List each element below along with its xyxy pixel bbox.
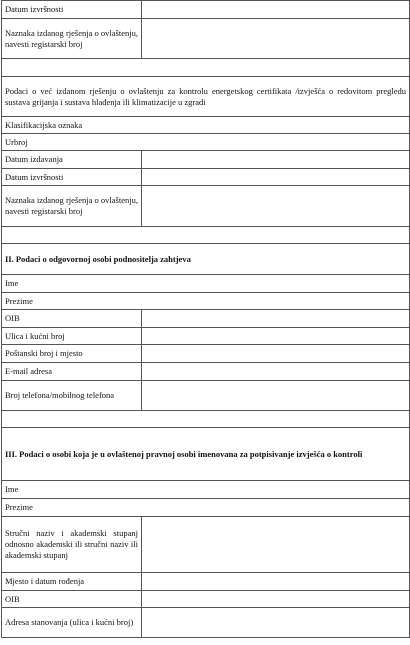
form-row bbox=[2, 608, 410, 638]
klasifikacijska-oznaka-label: Klasifikacijska oznaka bbox=[2, 117, 410, 134]
form-row bbox=[2, 481, 410, 499]
form-row bbox=[2, 310, 410, 328]
naznaka-rjesenja-label: Naznaka izdanog rješenja o ovlaštenju, navesti registarski broj bbox=[2, 186, 142, 227]
naznaka-rjesenja-field[interactable] bbox=[142, 186, 410, 227]
spacer-cell bbox=[2, 227, 410, 244]
form-row bbox=[2, 186, 410, 227]
postanski-broj-label: Poštanski broj i mjesto bbox=[2, 345, 142, 363]
form-row bbox=[2, 591, 410, 608]
ime-label: Ime bbox=[2, 275, 410, 293]
form-row bbox=[2, 381, 410, 411]
datum-izvrsnosti-field[interactable] bbox=[142, 169, 410, 186]
application-form-table bbox=[1, 0, 410, 638]
form-row bbox=[2, 328, 410, 345]
oib-field[interactable] bbox=[142, 591, 410, 608]
datum-izvrsnosti-label: Datum izvršnosti bbox=[2, 1, 142, 19]
postanski-broj-field[interactable] bbox=[142, 345, 410, 363]
urbroj-label: Urbroj bbox=[2, 134, 410, 151]
telefon-field[interactable] bbox=[142, 381, 410, 411]
form-row bbox=[2, 517, 410, 573]
email-label: E-mail adresa bbox=[2, 363, 142, 381]
strucni-naziv-label: Stručni naziv i akademski stupanj odnosno akademski ili stručni naziv ili akademski stupanj bbox=[2, 517, 142, 573]
adresa-stanovanja-field[interactable] bbox=[142, 608, 410, 638]
naznaka-rjesenja-field[interactable] bbox=[142, 19, 410, 59]
naznaka-rjesenja-label: Naznaka izdanog rješenja o ovlaštenju, navesti registarski broj bbox=[2, 19, 142, 59]
form-row bbox=[2, 363, 410, 381]
mjesto-datum-rodjenja-label: Mjesto i datum rođenja bbox=[2, 573, 142, 591]
email-field[interactable] bbox=[142, 363, 410, 381]
datum-izvrsnosti-field[interactable] bbox=[142, 1, 410, 19]
form-row bbox=[2, 293, 410, 310]
form-row bbox=[2, 428, 410, 481]
form-row bbox=[2, 134, 410, 151]
prezime-label: Prezime bbox=[2, 499, 410, 517]
form-row bbox=[2, 275, 410, 293]
oib-label: OIB bbox=[2, 591, 142, 608]
adresa-stanovanja-label: Adresa stanovanja (ulica i kućni broj) bbox=[2, 608, 142, 638]
spacer-row bbox=[2, 227, 410, 244]
oib-field[interactable] bbox=[142, 310, 410, 328]
form-row bbox=[2, 117, 410, 134]
form-row bbox=[2, 244, 410, 275]
form-row bbox=[2, 573, 410, 591]
spacer-cell bbox=[2, 59, 410, 77]
prezime-label: Prezime bbox=[2, 293, 410, 310]
ime-label: Ime bbox=[2, 481, 410, 499]
form-row bbox=[2, 19, 410, 59]
datum-izvrsnosti-label: Datum izvršnosti bbox=[2, 169, 142, 186]
form-row bbox=[2, 77, 410, 117]
strucni-naziv-field[interactable] bbox=[142, 517, 410, 573]
spacer-row bbox=[2, 411, 410, 428]
section-2-heading: II. Podaci o odgovornoj osobi podnositelja zahtjeva bbox=[2, 244, 410, 275]
mjesto-datum-rodjenja-field[interactable] bbox=[142, 573, 410, 591]
form-row bbox=[2, 1, 410, 19]
ulica-label: Ulica i kućni broj bbox=[2, 328, 142, 345]
spacer-cell bbox=[2, 411, 410, 428]
ulica-field[interactable] bbox=[142, 328, 410, 345]
form-row bbox=[2, 345, 410, 363]
prior-decision-heading: Podaci o već izdanom rješenju o ovlaštenju za kontrolu energetskog certifikata /izvješća o redovitom pregledu sustava grijanja i sustava hlađenja ili klimatizacije u zgradi bbox=[2, 77, 410, 117]
form-row bbox=[2, 151, 410, 169]
oib-label: OIB bbox=[2, 310, 142, 328]
form-row bbox=[2, 499, 410, 517]
telefon-label: Broj telefona/mobilnog telefona bbox=[2, 381, 142, 411]
form-row bbox=[2, 169, 410, 186]
datum-izdavanja-label: Datum izdavanja bbox=[2, 151, 142, 169]
section-3-heading: III. Podaci o osobi koja je u ovlaštenoj pravnoj osobi imenovana za potpisivanje izvješća o kontroli bbox=[2, 428, 410, 481]
spacer-row bbox=[2, 59, 410, 77]
datum-izdavanja-field[interactable] bbox=[142, 151, 410, 169]
